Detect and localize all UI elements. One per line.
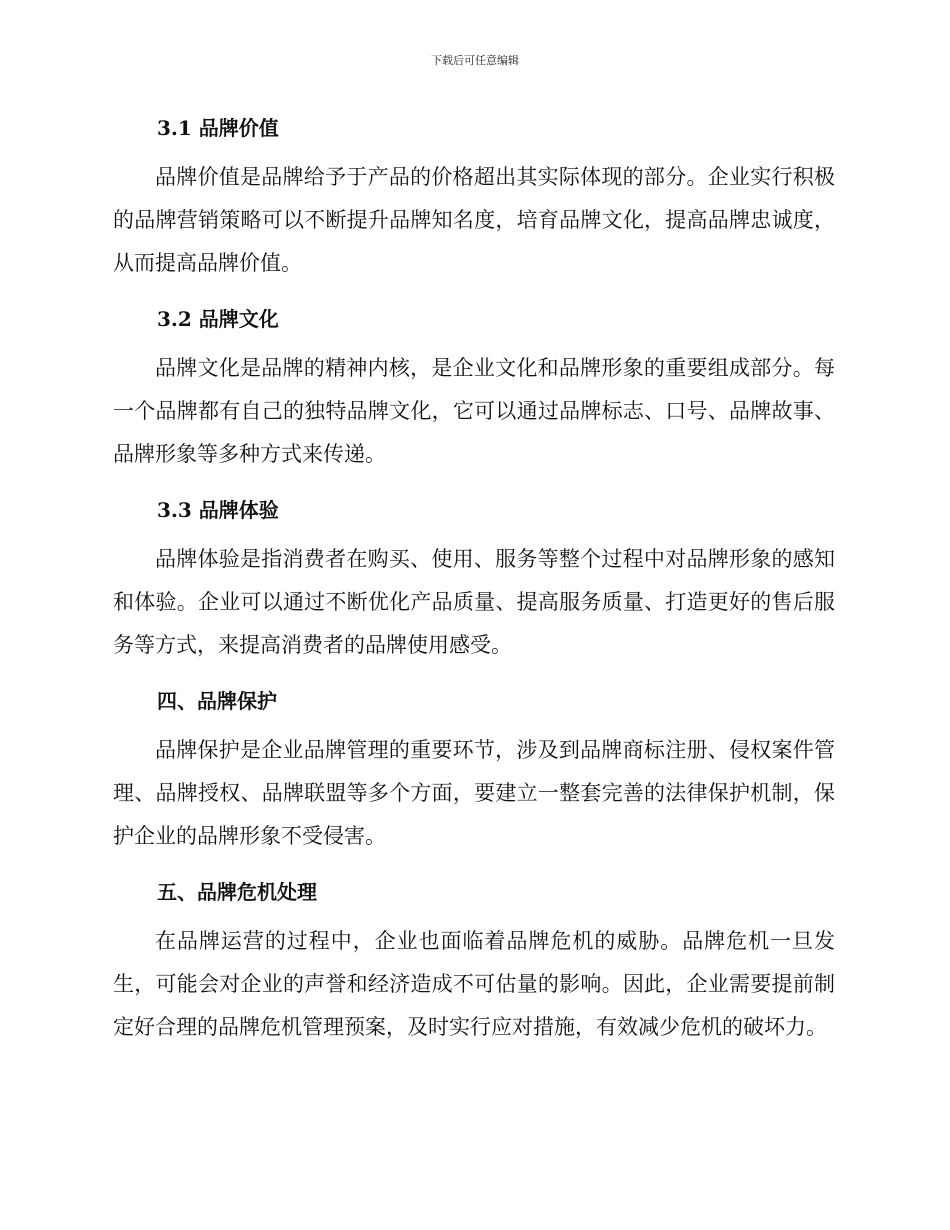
section-paragraph-brand-value: 品牌价值是品牌给予于产品的价格超出其实际体现的部分。企业实行积极的品牌营销策略可以不断提升品牌知名度，培育品牌文化，提高品牌忠诚度，从而提高品牌价值。 (113, 165, 835, 275)
section-paragraph-brand-protection: 品牌保护是企业品牌管理的重要环节，涉及到品牌商标注册、侵权案件管理、品牌授权、品牌联盟等多个方面，要建立一整套完善的法律保护机制，保护企业的品牌形象不受侵害。 (113, 738, 835, 848)
section-paragraph-brand-experience: 品牌体验是指消费者在购买、使用、服务等整个过程中对品牌形象的感知和体验。企业可以通过不断优化产品质量、提高服务质量、打造更好的售后服务等方式，来提高消费者的品牌使用感受。 (113, 547, 835, 657)
section-paragraph-brand-crisis: 在品牌运营的过程中，企业也面临着品牌危机的威胁。品牌危机一旦发生，可能会对企业的声誉和经济造成不可估量的影响。因此，企业需要提前制定好合理的品牌危机管理预案，及时实行应对措施，有效减少危机的破坏力。 (113, 929, 835, 1039)
section-heading-brand-experience: 3.3 品牌体验 (157, 498, 279, 522)
section-heading-brand-culture: 3.2 品牌文化 (157, 307, 279, 331)
section-heading-brand-protection: 四、品牌保护 (157, 689, 277, 713)
section-heading-brand-crisis: 五、品牌危机处理 (157, 880, 317, 904)
page-header: 下载后可任意编辑 (431, 54, 519, 67)
section-paragraph-brand-culture: 品牌文化是品牌的精神内核，是企业文化和品牌形象的重要组成部分。每一个品牌都有自己的独特品牌文化，它可以通过品牌标志、口号、品牌故事、品牌形象等多种方式来传递。 (113, 356, 835, 466)
document-body (113, 108, 835, 1063)
section-heading-brand-value: 3.1 品牌价值 (157, 116, 279, 140)
